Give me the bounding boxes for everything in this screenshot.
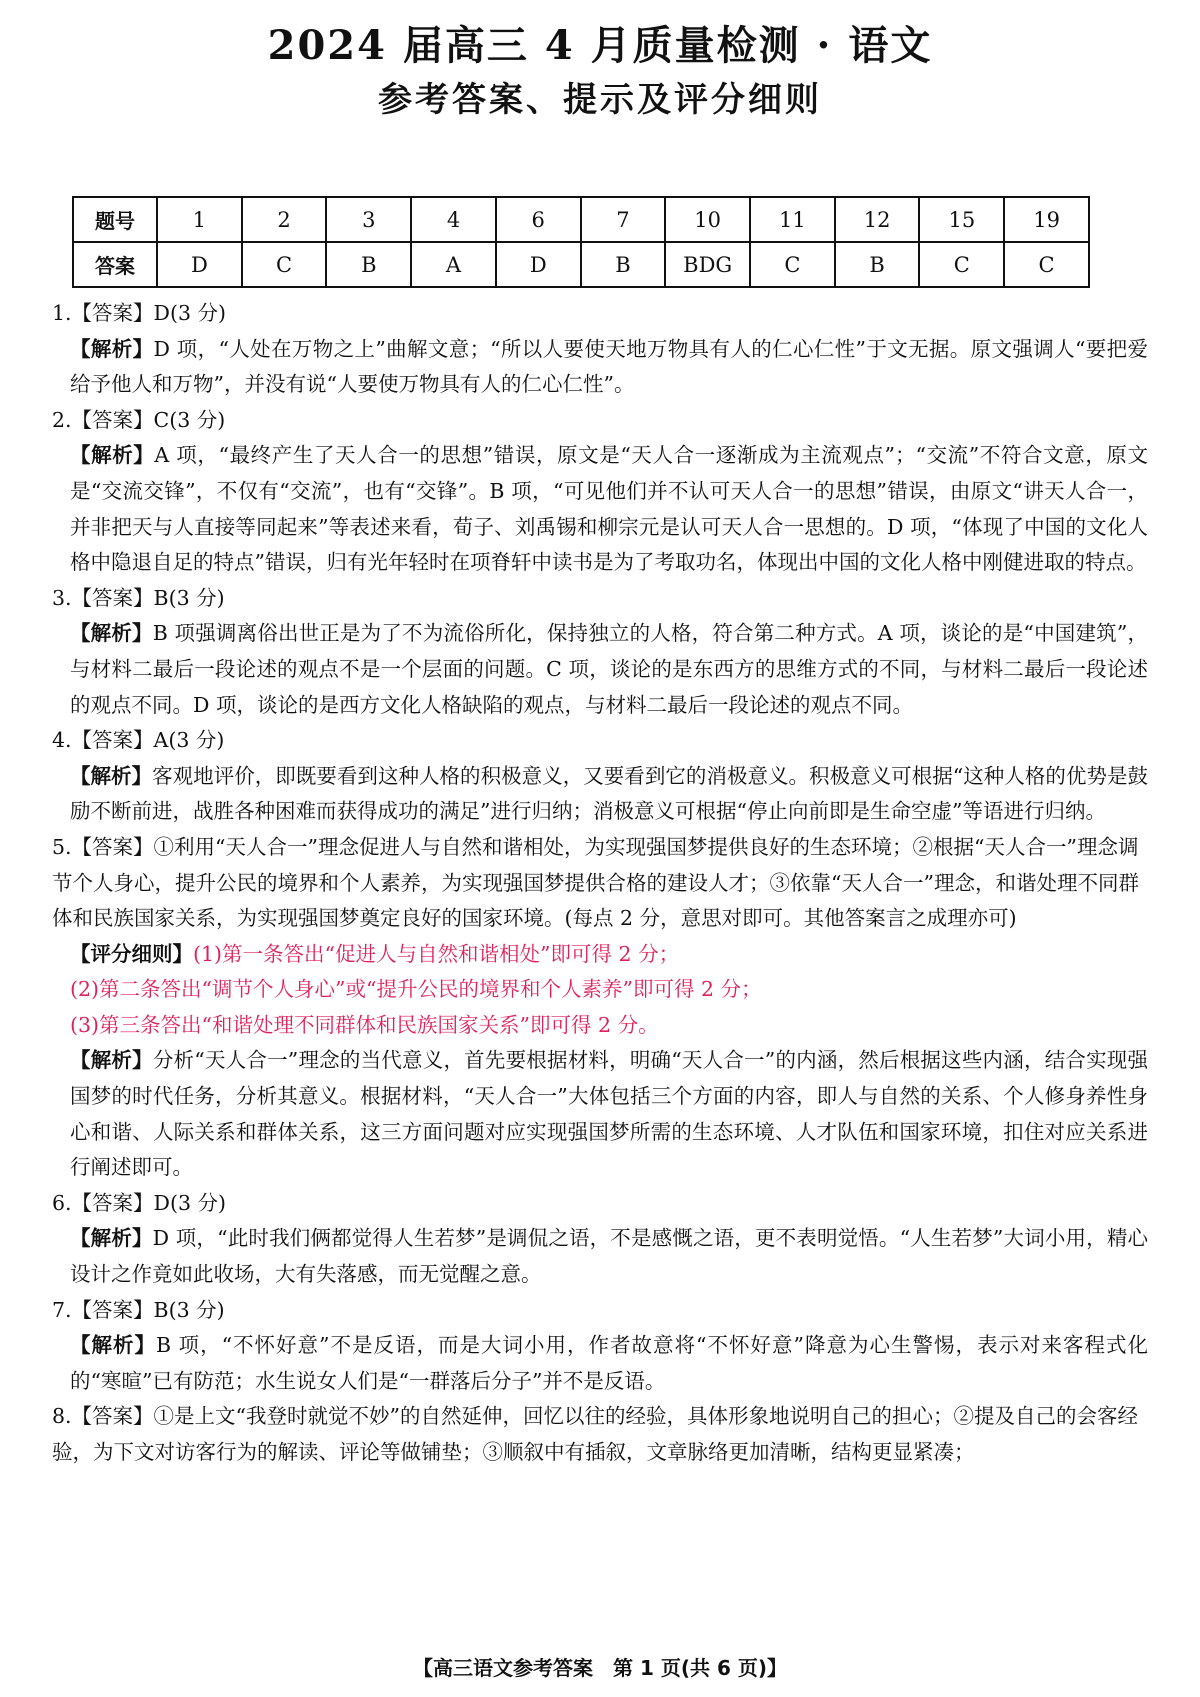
answer-line: 7.【答案】B(3 分) [52,1297,225,1322]
analysis-paragraph [52,438,1148,580]
table-cell: B [326,242,411,287]
analysis-paragraph [52,616,1148,723]
answer-table [72,196,1090,288]
table-cell: 3 [326,197,411,242]
question-6 [52,1186,1148,1293]
question-7 [52,1293,1148,1400]
question-3 [52,581,1148,723]
table-cell: 2 [242,197,327,242]
answer-line: 2.【答案】C(3 分) [52,407,226,432]
answer-line: 6.【答案】D(3 分) [52,1190,227,1215]
page-subtitle: 参考答案、提示及评分细则 [378,80,822,120]
analysis-tag: 【解析】 [70,443,155,468]
rubric-line [52,937,1148,973]
analysis-text: B 项，“不怀好意”不是反语，而是大词小用，作者故意将“不怀好意”降意为心生警惕，表示对来客程式化的“寒暄”已有防范；水生说女人们是“一群落后分子”并不是反语。 [70,1333,1148,1393]
analysis-tag: 【解析】 [70,336,154,361]
table-row-label: 答案 [73,242,157,287]
table-cell: C [1004,242,1089,287]
table-row-answers [73,242,1089,287]
table-row-numbers [73,197,1089,242]
table-cell: A [411,242,496,287]
table-cell: 15 [919,197,1004,242]
table-cell: 1 [157,197,242,242]
analysis-paragraph [52,332,1148,403]
table-cell: D [157,242,242,287]
question-4 [52,723,1148,830]
answer-content [52,296,1148,1471]
analysis-tag: 【解析】 [70,763,153,788]
analysis-text: A 项，“最终产生了天人合一的思想”错误，原文是“天人合一逐渐成为主流观点”；“交流”不符合文意，原文是“交流交锋”，不仅有“交流”，也有“交锋”。B 项，“可见他们并不认可天人合一的思想”错误，由原文“讲天人合一，并非把天与人直接等同起来”等表述来看，荀子、刘禹锡和柳宗元是认可天人合一思想的。D 项，“体现了中国的文化人格中隐退自足的特点”错误，归有光年轻时在项脊轩中读书是为了考取功名，体现出中国的文化人格中刚健进取的特点。 [70,443,1149,575]
answer-line: 4.【答案】A(3 分) [52,728,225,753]
analysis-text: 分析“天人合一”理念的当代意义，首先要根据材料，明确“天人合一”的内涵，然后根据这些内涵，结合实现强国梦的时代任务，分析其意义。根据材料，“天人合一”大体包括三个方面的内容，即人与自然的关系、个人修身养性身心和谐、人际关系和群体关系，这三方面问题对应实现强国梦所需的生态环境、人才队伍和国家环境，扣住对应关系进行阐述即可。 [70,1048,1149,1180]
rubric-line: (3)第三条答出“和谐处理不同群体和民族国家关系”即可得 2 分。 [70,1012,659,1037]
table-cell: 19 [1004,197,1089,242]
answer-line: 1.【答案】D(3 分) [52,301,227,325]
answer-line: 5.【答案】①利用“天人合一”理念促进人与自然和谐相处，为实现强国梦提供良好的生态环境；②根据“天人合一”理念调节个人身心，提升公民的境界和个人素养，为实现强国梦提供合格的建设人才；③依靠“天人合一”理念，和谐处理不同群体和民族国家关系，为实现强国梦奠定良好的国家环境。(每点 2 分，意思对即可。其他答案言之成理亦可) [52,834,1139,931]
analysis-tag: 【解析】 [70,1333,156,1358]
rubric-tag: 【评分细则】 [70,941,193,966]
analysis-paragraph [52,759,1148,830]
analysis-paragraph [52,1221,1148,1292]
analysis-tag: 【解析】 [70,1048,153,1073]
table-cell: C [242,242,327,287]
table-cell: 7 [581,197,666,242]
table-cell: C [919,242,1004,287]
rubric-line: (2)第二条答出“调节个人身心”或“提升公民的境界和个人素养”即可得 2 分； [70,977,762,1002]
table-row-label: 题号 [73,197,157,242]
analysis-tag: 【解析】 [70,1226,153,1251]
rubric-text: (1)第一条答出“促进人与自然和谐相处”即可得 2 分； [193,941,680,966]
question-5 [52,830,1148,1186]
table-cell: D [496,242,581,287]
answer-line: 8.【答案】①是上文“我登时就觉不妙”的自然延伸，回忆以往的经验，具体形象地说明自己的担心；②提及自己的会客经验，为下文对访客行为的解读、评论等做铺垫；③顺叙中有插叙，文章脉络更加清晰，结构更显紧凑； [52,1404,1139,1464]
table-cell: B [835,242,920,287]
table-cell: 4 [411,197,496,242]
table-cell: 12 [835,197,920,242]
analysis-paragraph [52,1043,1148,1185]
table-cell: BDG [665,242,750,287]
table-cell: 6 [496,197,581,242]
question-8 [52,1399,1148,1470]
table-cell: C [750,242,835,287]
page-footer: 【高三语文参考答案 第 1 页(共 6 页)】 [413,1656,787,1680]
table-cell: 10 [665,197,750,242]
analysis-paragraph [52,1328,1148,1399]
analysis-text: D 项，“此时我们俩都觉得人生若梦”是调侃之语，不是感慨之语，更不表明觉悟。“人生若梦”大词小用，精心设计之作竟如此收场，大有失落感，而无觉醒之意。 [70,1226,1149,1287]
analysis-text: D 项，“人处在万物之上”曲解文意；“所以人要使天地万物具有人的仁心仁性”于文无据。原文强调人“要把爱给予他人和万物”，并没有说“人要使万物具有人的仁心仁性”。 [70,336,1148,397]
analysis-tag: 【解析】 [70,621,153,646]
page-title: 2024 届高三 4 月质量检测 · 语文 [267,22,933,69]
table-cell: B [581,242,666,287]
question-2 [52,403,1148,581]
answer-line: 3.【答案】B(3 分) [52,585,225,610]
analysis-text: 客观地评价，即既要看到这种人格的积极意义，又要看到它的消极意义。积极意义可根据“这种人格的优势是鼓励不断前进，战胜各种困难而获得成功的满足”进行归纳；消极意义可根据“停止向前即是生命空虚”等语进行归纳。 [70,763,1149,824]
question-1 [52,296,1148,403]
analysis-text: B 项强调离俗出世正是为了不为流俗所化，保持独立的人格，符合第二种方式。A 项，谈论的是“中国建筑”，与材料二最后一段论述的观点不是一个层面的问题。C 项，谈论的是东西方的思维方式的不同，与材料二最后一段论述的观点不同。D 项，谈论的是西方文化人格缺陷的观点，与材料二最后一段论述的观点不同。 [70,621,1148,717]
table-cell: 11 [750,197,835,242]
